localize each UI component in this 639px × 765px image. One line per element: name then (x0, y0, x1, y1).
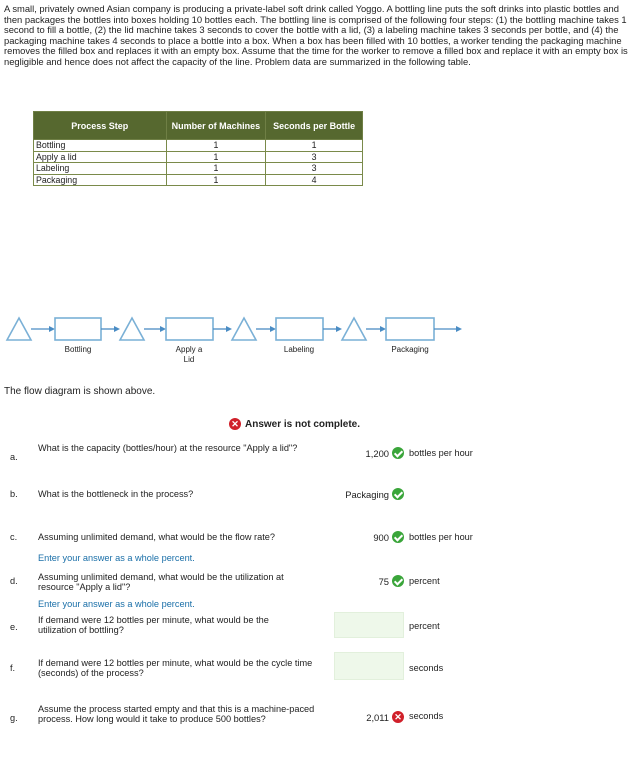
question-text: What is the capacity (bottles/hour) at the resource "Apply a lid"? (38, 443, 298, 453)
check-icon (392, 575, 404, 587)
inventory-triangle-icon (342, 318, 366, 340)
seconds-cell: 3 (266, 163, 363, 175)
question-text: If demand were 12 bottles per minute, what would be the cycle time (seconds) of the process? (38, 658, 313, 679)
answer-unit: bottles per hour (409, 532, 473, 542)
header-process-step: Process Step (34, 112, 167, 140)
answer-unit: seconds (409, 663, 444, 673)
question-text: What is the bottleneck in the process? (38, 489, 194, 499)
question-letter: g. (10, 713, 18, 723)
status-text: Answer is not complete. (245, 418, 361, 430)
machines-cell: 1 (166, 163, 266, 175)
inventory-triangle-icon (7, 318, 31, 340)
answer-value: 75 (378, 575, 389, 587)
answer-hint: Enter your answer as a whole percent. (38, 553, 195, 563)
answer-select[interactable] (333, 488, 404, 500)
inventory-triangle-icon (232, 318, 256, 340)
arrowhead-icon (49, 326, 55, 332)
seconds-cell: 3 (266, 151, 363, 163)
answer-value: Packaging (345, 488, 389, 500)
question-letter: f. (10, 663, 16, 673)
answer-unit: percent (409, 621, 440, 631)
flow-diagram-svg (0, 308, 520, 348)
arrowhead-icon (160, 326, 166, 332)
answer-value: 1,200 (365, 447, 389, 459)
arrowhead-icon (456, 326, 462, 332)
step-cell: Packaging (34, 174, 167, 186)
answer-field[interactable] (333, 531, 404, 543)
answer-field[interactable] (333, 711, 404, 723)
flow-label-packaging: Packaging (391, 345, 429, 354)
check-icon (392, 531, 404, 543)
answer-hint: Enter your answer as a whole percent. (38, 599, 195, 609)
header-number-of-machines: Number of Machines (166, 112, 266, 140)
flow-label-bottling: Bottling (64, 345, 92, 354)
step-cell: Labeling (34, 163, 167, 175)
question-letter: a. (10, 452, 18, 462)
machines-cell: 1 (166, 140, 266, 152)
incorrect-icon: ✕ (392, 711, 404, 723)
check-icon (392, 488, 404, 500)
arrowhead-icon (270, 326, 276, 332)
table-row (34, 140, 363, 152)
arrowhead-icon (226, 326, 232, 332)
answer-input[interactable] (334, 652, 404, 680)
flow-label-apply-lid: Apply a Lid (175, 345, 203, 364)
answer-field[interactable] (333, 447, 404, 459)
question-letter: c. (10, 532, 18, 542)
inventory-triangle-icon (120, 318, 144, 340)
question-text: Assuming unlimited demand, what would be the flow rate? (38, 532, 275, 542)
machines-cell: 1 (166, 151, 266, 163)
answer-input[interactable] (334, 612, 404, 638)
answer-unit: seconds (409, 711, 444, 721)
problem-intro: A small, privately owned Asian company is producing a private-label soft drink called Yoggo. A bottling line puts the soft drinks into plastic bottles and then packages the bottles into boxes holding 10 bottles each. The bottling line is comprised of the following four steps: (1) the bottling machine takes 1 second to fill a bottle, (2) the lid machine takes 3 seconds to cover the bottle with a lid, (3) a labeling machine takes 3 seconds per bottle, and (4) the packaging machine takes 4 seconds to place a bottle into a box. When a box has been filled with 10 bottles, a worker tending the packaging machine removes the filled box and replaces it with an empty box. Assume that the time for the worker to remove a filled box and replace it with an empty box is negligible and hence does not affect the capacity of the line. Problem data are summarized in the following table. (4, 3, 628, 67)
check-icon (392, 447, 404, 459)
answer-unit: percent (409, 576, 440, 586)
arrowhead-icon (336, 326, 342, 332)
header-seconds-per-bottle: Seconds per Bottle (266, 112, 363, 140)
table-row (34, 151, 363, 163)
answer-unit: bottles per hour (409, 448, 473, 458)
seconds-cell: 1 (266, 140, 363, 152)
error-icon: ✕ (229, 418, 241, 430)
flow-label-labeling: Labeling (283, 345, 315, 354)
process-box-labeling (276, 318, 323, 340)
question-letter: d. (10, 576, 18, 586)
answer-value: 900 (373, 531, 389, 543)
answer-field[interactable] (333, 575, 404, 587)
question-text: If demand were 12 bottles per minute, what would be the utilization of bottling? (38, 615, 269, 636)
question-letter: e. (10, 622, 18, 632)
question-text: Assuming unlimited demand, what would be the utilization at resource "Apply a lid"? (38, 572, 284, 593)
table-row (34, 163, 363, 175)
step-cell: Bottling (34, 140, 167, 152)
flow-diagram (0, 308, 520, 378)
process-box-packaging (386, 318, 434, 340)
arrowhead-icon (114, 326, 120, 332)
question-letter: b. (10, 489, 18, 499)
completion-status (229, 418, 360, 430)
question-text: Assume the process started empty and that this is a machine-paced process. How long would it take to produce 500 bottles? (38, 704, 315, 725)
answer-value: 2,011 (366, 711, 389, 723)
seconds-cell: 4 (266, 174, 363, 186)
step-cell: Apply a lid (34, 151, 167, 163)
process-box-apply-lid (166, 318, 213, 340)
process-box-bottling (55, 318, 101, 340)
arrowhead-icon (380, 326, 386, 332)
process-table (33, 111, 363, 186)
flow-caption: The flow diagram is shown above. (4, 386, 156, 397)
table-row (34, 174, 363, 186)
machines-cell: 1 (166, 174, 266, 186)
